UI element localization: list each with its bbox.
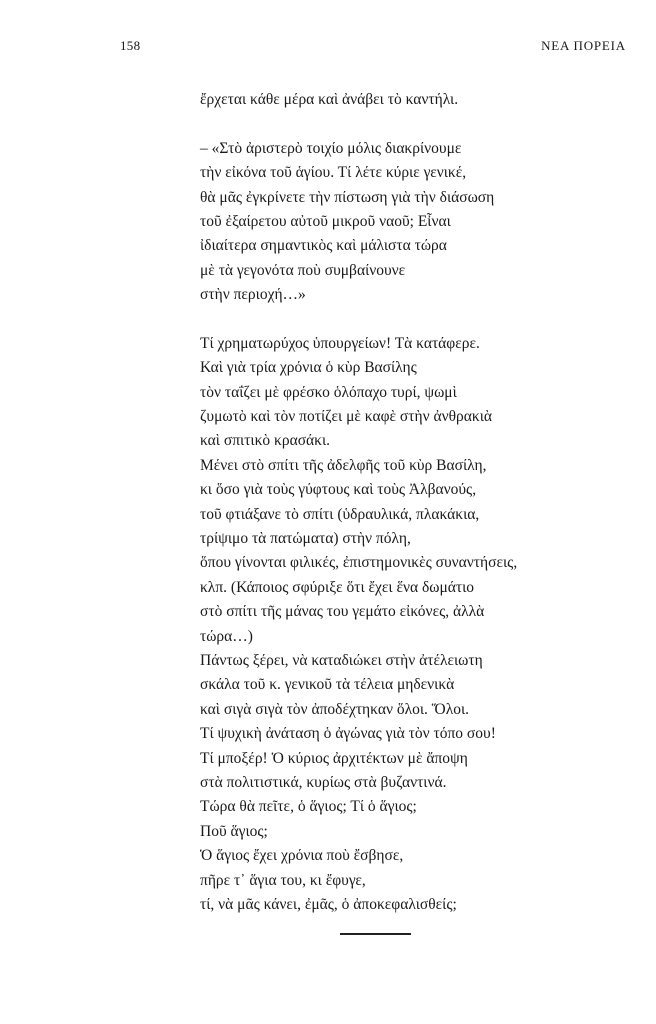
poem-line: τὸν ταΐζει μὲ φρέσκο ὁλόπαχο τυρί, ψωμὶ bbox=[200, 383, 457, 401]
poem-line: τοῦ φτιάξανε τὸ σπίτι (ὑδραυλικά, πλακάκια, bbox=[200, 505, 480, 523]
poem-line: ὅπου γίνονται φιλικές, ἐπιστημονικὲς συναντήσεις, bbox=[200, 554, 518, 572]
poem-line: θὰ μᾶς ἐγκρίνετε τὴν πίστωση γιὰ τὴν διάσωση bbox=[200, 188, 495, 206]
poem-line: τρίψιμο τὰ πατώματα) στὴν πόλη, bbox=[200, 530, 411, 548]
stanza bbox=[200, 137, 640, 308]
poem-line: Τί χρηματωρύχος ὑπουργείων! Τὰ κατάφερε. bbox=[200, 334, 480, 352]
poem-line: κλπ. (Κάποιος σφύριξε ὅτι ἔχει ἕνα δωμάτιο bbox=[200, 578, 475, 596]
poem-line: ἔρχεται κάθε μέρα καὶ ἀνάβει τὸ καντήλι. bbox=[200, 91, 459, 108]
poem-line: καὶ σιγὰ σιγὰ τὸν ἀποδέχτηκαν ὅλοι. Ὅλοι. bbox=[200, 700, 470, 718]
poem-line: τί, νὰ μᾶς κάνει, ἐμᾶς, ὁ ἀποκεφαλισθείς; bbox=[200, 895, 457, 913]
poem-line: ζυμωτὸ καὶ τὸν ποτίζει μὲ καφὲ στὴν ἀνθρακιὰ bbox=[200, 408, 493, 426]
poem-body bbox=[200, 88, 640, 917]
poem-line: κι ὅσο γιὰ τοὺς γύφτους καὶ τοὺς Ἀλβανούς, bbox=[200, 481, 477, 499]
poem-line: τοῦ ἐξαίρετου αὐτοῦ μικροῦ ναοῦ; Εἶναι bbox=[200, 212, 451, 230]
poem-line: τώρα…) bbox=[200, 627, 253, 645]
poem-line: Τώρα θὰ πεῖτε, ὁ ἅγιος; Τί ὁ ἅγιος; bbox=[200, 798, 417, 816]
stanza bbox=[200, 88, 640, 112]
poem-line: Καὶ γιὰ τρία χρόνια ὁ κὺρ Βασίλης bbox=[200, 359, 417, 377]
poem-line: Τί ψυχικὴ ἀνάταση ὁ ἀγώνας γιὰ τὸν τόπο σου! bbox=[200, 725, 496, 743]
poem-line: πῆρε τ᾽ ἅγια του, κι ἔφυγε, bbox=[200, 871, 366, 889]
poem-line: στὸ σπίτι τῆς μάνας του γεμάτο εἰκόνες, ἀλλὰ bbox=[200, 603, 485, 621]
stanza bbox=[200, 332, 640, 917]
poem-line: Ὁ ἅγιος ἔχει χρόνια ποὺ ἔσβησε, bbox=[200, 847, 404, 865]
poem-line: στὰ πολιτιστικά, κυρίως στὰ βυζαντινά. bbox=[200, 773, 447, 791]
poem-line: τὴν εἰκόνα τοῦ ἁγίου. Τί λέτε κύριε γενικέ, bbox=[200, 164, 467, 182]
poem-line: Ποῦ ἅγιος; bbox=[200, 822, 268, 840]
poem-line: στὴν περιοχή…» bbox=[200, 286, 306, 304]
poem-line: μὲ τὰ γεγονότα ποὺ συμβαίνουνε bbox=[200, 261, 406, 279]
running-head: ΝΕΑ ΠΟΡΕΙΑ bbox=[541, 38, 626, 53]
end-rule bbox=[340, 933, 411, 935]
poem-line: – «Στὸ ἀριστερὸ τοιχίο μόλις διακρίνουμε bbox=[200, 139, 462, 157]
poem-line: Τί μποξέρ! Ὁ κύριος ἀρχιτέκτων μὲ ἄποψη bbox=[200, 749, 468, 767]
poem-line: ἰδιαίτερα σημαντικὸς καὶ μάλιστα τώρα bbox=[200, 237, 447, 255]
poem-line: Μένει στὸ σπίτι τῆς ἀδελφῆς τοῦ κὺρ Βασίλη, bbox=[200, 456, 487, 474]
page-number: 158 bbox=[120, 38, 141, 53]
poem-line: καὶ σπιτικὸ κρασάκι. bbox=[200, 432, 331, 450]
poem-line: Πάντως ξέρει, νὰ καταδιώκει στὴν ἀτέλειωτη bbox=[200, 651, 483, 669]
page-header bbox=[120, 38, 626, 58]
poem-line: σκάλα τοῦ κ. γενικοῦ τὰ τέλεια μηδενικὰ bbox=[200, 676, 455, 694]
